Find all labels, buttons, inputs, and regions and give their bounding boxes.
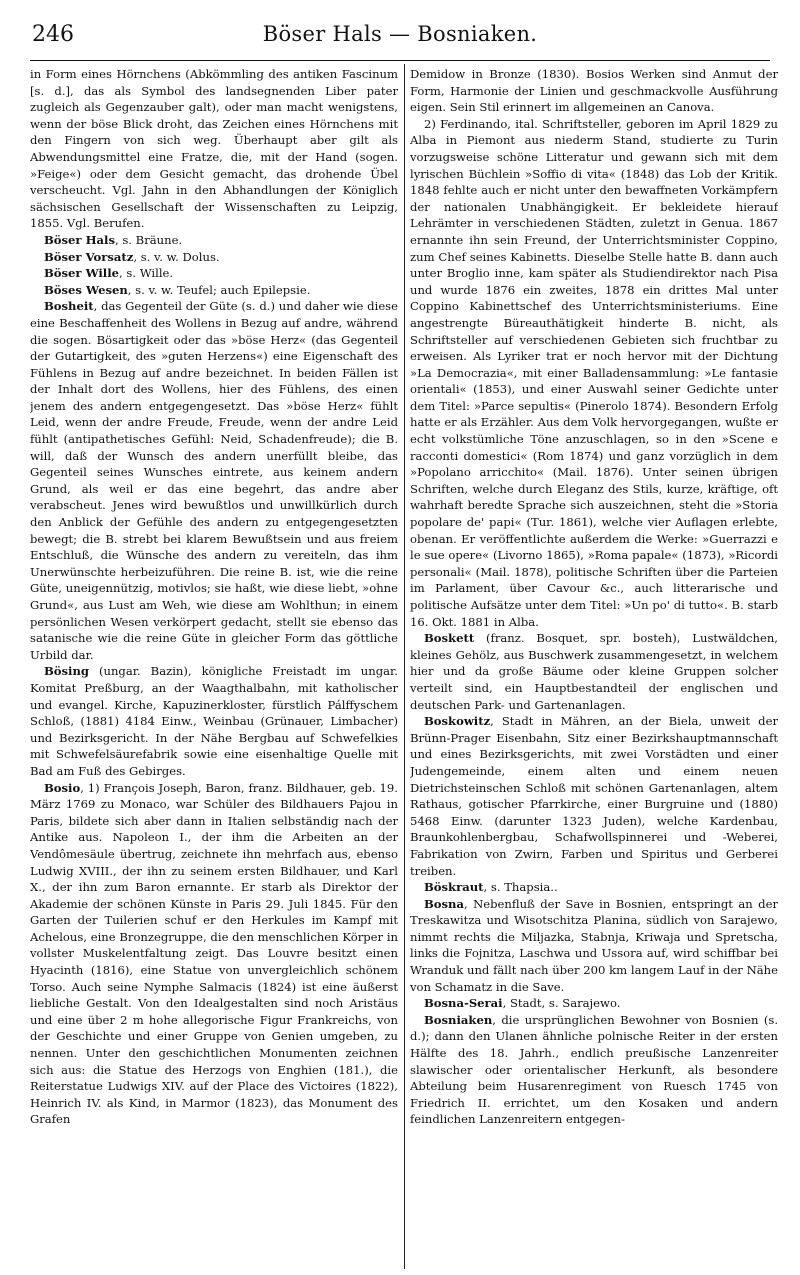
entry-text: , das Gegenteil der Güte (s. d.) und daher wie diese eine Beschaffenheit des Wollens in Bezug auf andre, während die sogen. Bösartigkeit oder das »böse Herz« (das Gegenteil der Gutartigkeit, des »guten Herzens«) eine Eigenschaft des Fühlens in Bezug auf andre bezeichnet. In beiden Fällen ist der Inhalt dort des Wollens, hier des Fühlens, des einen jenem des andern entgegengesetzt. Das »böse Herz« fühlt Leid, wenn der andre Freude, Freude, wenn der andre Leid fühlt (antipathetisches Gefühl: Neid, Schadenfreude); die B. will, daß der Wunsch des andern unerfüllt bleibe, das Gegenteil seines Wunsches eintrete, aus keinem andern Grund, als weil er das eine begehrt, das andre aber verabscheut. Jenes wird bewußtlos und unwillkürlich durch den Anblick der Gefühle des andern zu entgegengesetzten bewegt; die B. strebt bei klarem Bewußtsein und aus freiem Entschluß, die Wünsche des andern zu vereiteln, das ihm Unerwünschte herbeizuführen. Die reine B. ist, wie die reine Güte, uneigennützig, motivlos; sie haßt, wie diese liebt, »ohne Grund«, aus Lust am Weh, wie diese am Wohlthun; in einem persönlichen Wesen verkörpert gedacht, stellt sie ebenso das satanische wie die reine Güte in gleicher Form das göttliche Urbild dar. bbox=[30, 299, 398, 662]
dictionary-entry bbox=[30, 298, 398, 663]
dictionary-entry bbox=[30, 663, 398, 779]
entry-text: in Form eines Hörnchens (Abkömmling des antiken Fascinum [s. d.], das als Symbol des landsegnenden Liber pater zugleich als Gegenzauber galt), oder man macht wenigstens, wenn der böse Blick droht, das Zeichen eines Hörnchens mit den Fingern von sich weg. Überhaupt aber gilt als Abwendungsmittel eine Fratze, die, mit der Hand (sogen. »Feige«) oder dem Gesicht gemacht, das drohende Übel verscheucht. Vgl. Jahn in den Abhandlungen der Königlich sächsischen Gesellschaft der Wissenschaften zu Leipzig, 1855. Vgl. Berufen. bbox=[30, 67, 398, 231]
dictionary-entry bbox=[30, 249, 398, 266]
entry-headword: Bösing bbox=[44, 664, 89, 679]
dictionary-entry bbox=[410, 1012, 778, 1128]
entry-text: , s. Bräune. bbox=[114, 232, 183, 247]
entry-text: (ungar. Bazin), königliche Freistadt im ungar. Komitat Preßburg, an der Waagthalbahn, mit katholischer und evangel. Kirche, Kapuzinerkloster, fürstlich Pálffyschem Schloß, (1881) 4184 Einw., Weinbau (Grünauer, Limbacher) und Bezirksgericht. In der Nähe Bergbau auf Schwefelkies mit Schwefelsäurefabrik sowie eine eisenhaltige Quelle mit Bad am Fuß des Gebirges. bbox=[30, 664, 398, 778]
dictionary-entry bbox=[410, 116, 778, 630]
entry-headword: Böses Wesen bbox=[44, 282, 128, 297]
entry-text: (franz. Bosquet, spr. bosteh), Lustwäldchen, kleines Gehölz, aus Buschwerk zusammengesetzt, in welchem hier und da große Bäume oder kleine Gruppen solcher verteilt sind, ein Hauptbestandteil der englischen und deutschen Park- und Gartenanlagen. bbox=[410, 631, 778, 712]
running-title: Böser Hals — Bosniaken. bbox=[262, 22, 538, 46]
entry-text: , s. Wille. bbox=[119, 266, 174, 281]
dictionary-entry bbox=[30, 232, 398, 249]
dictionary-entry bbox=[30, 780, 398, 1128]
entry-headword: Bosna bbox=[424, 896, 465, 911]
right-column bbox=[410, 66, 778, 1266]
entry-text: , s. Thapsia.. bbox=[483, 880, 558, 895]
dictionary-entry bbox=[30, 66, 398, 232]
page-header bbox=[30, 14, 770, 54]
entry-headword: Bosio bbox=[44, 780, 81, 795]
entry-text: , Stadt in Mähren, an der Biela, unweit der Brünn-Prager Eisenbahn, Sitz einer Bezirkshauptmannschaft und eines Bezirksgerichts, mit zwei Vorstädten und einer Judengemeinde, einem alten und einem neuen Dietrichsteinschen Schloß mit schönen Gartenanlagen, altem Rathaus, gotischer Pfarrkirche, einer Burgruine und (1880) 5468 Einw. (darunter 1323 Juden), welche Kardenbau, Braunkohlenbergbau, Schafwollspinnerei und -Weberei, Fabrikation von Zwirn, Farben und Spiritus und Gerberei treiben. bbox=[410, 714, 778, 878]
entry-headword: Böskraut bbox=[424, 880, 484, 895]
dictionary-entry bbox=[410, 995, 778, 1012]
dictionary-entry bbox=[410, 896, 778, 996]
dictionary-entry bbox=[410, 66, 778, 116]
header-rule bbox=[30, 60, 770, 61]
entry-headword: Bosheit bbox=[44, 299, 94, 314]
entry-headword: Boskowitz bbox=[424, 714, 491, 729]
entry-text: Demidow in Bronze (1830). Bosios Werken sind Anmut der Form, Harmonie der Linien und geschmackvolle Ausführung eigen. Sein Stil erinnert im allgemeinen an Canova. bbox=[410, 67, 778, 115]
entry-text: , 1) François Joseph, Baron, franz. Bildhauer, geb. 19. März 1769 zu Monaco, war Schüler des Bildhauers Pajou in Paris, bildete sich aber dann in Italien selbständig nach der Antike aus. Napoleon I., der ihm die Arbeiten an der Vendômesäule übertrug, zeichnete ihn mehrfach aus, ebenso Ludwig XVIII., der ihn zu seinem ersten Bildhauer, und Karl X., der ihn zum Baron ernannte. Er starb als Direktor der Akademie der schönen Künste in Paris 29. Juli 1845. Für den Garten der Tuilerien schuf er den Herkules im Kampf mit Achelous, eine Bronzegruppe, die den menschlichen Körper in vollster Muskelentfaltung zeigt. Das Louvre besitzt einen Hyacinth (1816), eine Statue von unvergleichlich schönem Torso. Auch seine Nymphe Salmacis (1824) ist eine äußerst liebliche Gestalt. Von den Idealgestalten sind noch Aristäus und eine über 2 m hohe allegorische Figur Frankreichs, von der Geschichte und einer Gruppe von Genien umgeben, zu nennen. Unter den geschichtlichen Monumenten zeichnen sich aus: die Statue des Herzogs von Enghien (181.), die Reiterstatue Ludwigs XIV. auf der Place des Victoires (1822), Heinrich IV. als Kind, in Marmor (1823), das Monument des Grafen bbox=[30, 780, 398, 1127]
left-column bbox=[30, 66, 398, 1266]
page-number: 246 bbox=[32, 22, 74, 47]
dictionary-entry bbox=[410, 879, 778, 896]
entry-headword: Böser Wille bbox=[44, 266, 119, 281]
entry-headword: Böser Vorsatz bbox=[44, 249, 134, 264]
entry-headword: Böser Hals bbox=[44, 232, 115, 247]
entry-headword: Bosna-Serai bbox=[424, 996, 503, 1011]
dictionary-entry bbox=[410, 630, 778, 713]
entry-text: , s. v. w. Dolus. bbox=[133, 249, 220, 264]
entry-text: , Stadt, s. Sarajewo. bbox=[502, 996, 621, 1011]
entry-text: , die ursprünglichen Bewohner von Bosnien (s. d.); dann den Ulanen ähnliche polnische Reiter in der ersten Hälfte des 18. Jahrh., endlich preußische Lanzenreiter slawischer oder orientalischer Herkunft, als besondere Abteilung beim Husarenregiment von Ruesch 1745 von Friedrich II. errichtet, um den Kosaken und andern feindlichen Lanzenreitern entgegen- bbox=[410, 1012, 778, 1127]
entry-headword: Boskett bbox=[424, 631, 475, 646]
entry-text: 2) Ferdinando, ital. Schriftsteller, geboren im April 1829 zu Alba in Piemont aus niederm Stand, studierte zu Turin vorzugsweise schöne Litteratur und gewann sich mit dem lyrischen Büchlein »Soffio di vita« (1848) das Lob der Kritik. 1848 fehlte auch er nicht unter den bewaffneten Vorkämpfern der nationalen Unabhängigkeit. Er bekleidete hierauf Lehrämter in verschiedenen Städten, zuletzt in Genua. 1867 ernannte ihn sein Freund, der Unterrichtsminister Coppino, zum Chef seines Kabinetts. Dieselbe Stelle hatte B. dann auch unter Broglio inne, kam später als Studiendirektor nach Pisa und wurde 1876 ein zweites, 1878 ein drittes Mal unter Coppino Kabinettschef des Unterrichtsministeriums. Eine angestrengte Büreauthätigkeit hinderte B. nicht, als Schriftsteller auf verschiedenen Gebieten sich fruchtbar zu erweisen. Als Lyriker trat er noch hervor mit der Dichtung »La Democrazia«, mit einer Balladensammlung: »Le fantasie orientali« (1853), und einer Auswahl seiner Gedichte unter dem Titel: »Parce sepultis« (Pinerolo 1874). Besondern Erfolg hatte er als Erzähler. Aus dem Volk hervorgegangen, wußte er echt volkstümliche Töne anzuschlagen, so in den »Scene e racconti domestici« (Rom 1874) und ganz vorzüglich in dem »Popolano arricchito« (Mail. 1876). Unter seinen übrigen Schriften, welche durch Eleganz des Stils, kurze, kräftige, oft wahrhaft beredte Sprache sich auszeichnen, steht die »Storia popolare de' papi« (Tur. 1861), welche vier Auflagen erlebte, obenan. Er veröffentlichte außerdem die Werke: »Guerrazzi e le sue opere« (Livorno 1865), »Roma papale« (1873), »Ricordi personali« (Mail. 1878), politische Schriften über die Parteien im Parlament, über Cavour &c., auch litterarische und politische Aufsätze unter dem Titel: »Un po' di tutto«. B. starb 16. Okt. 1881 in Alba. bbox=[410, 116, 778, 629]
dictionary-entry bbox=[410, 713, 778, 879]
entry-text: , Nebenfluß der Save in Bosnien, entspringt an der Treskawitza und Wisotschitza Planina, südlich von Sarajewo, nimmt rechts die Miljazka, Stabnja, Kriwaja und Spretscha, links die Fojnitza, Laschwa und Ussora auf, wird schiffbar bei Wranduk und fällt nach über 200 km langem Lauf in der Nähe von Schamatz in die Save. bbox=[410, 896, 778, 994]
column-divider bbox=[404, 64, 405, 1269]
dictionary-entry bbox=[30, 282, 398, 299]
dictionary-entry bbox=[30, 265, 398, 282]
entry-text: , s. v. w. Teufel; auch Epilepsie. bbox=[127, 282, 311, 297]
entry-headword: Bosniaken bbox=[424, 1012, 493, 1027]
